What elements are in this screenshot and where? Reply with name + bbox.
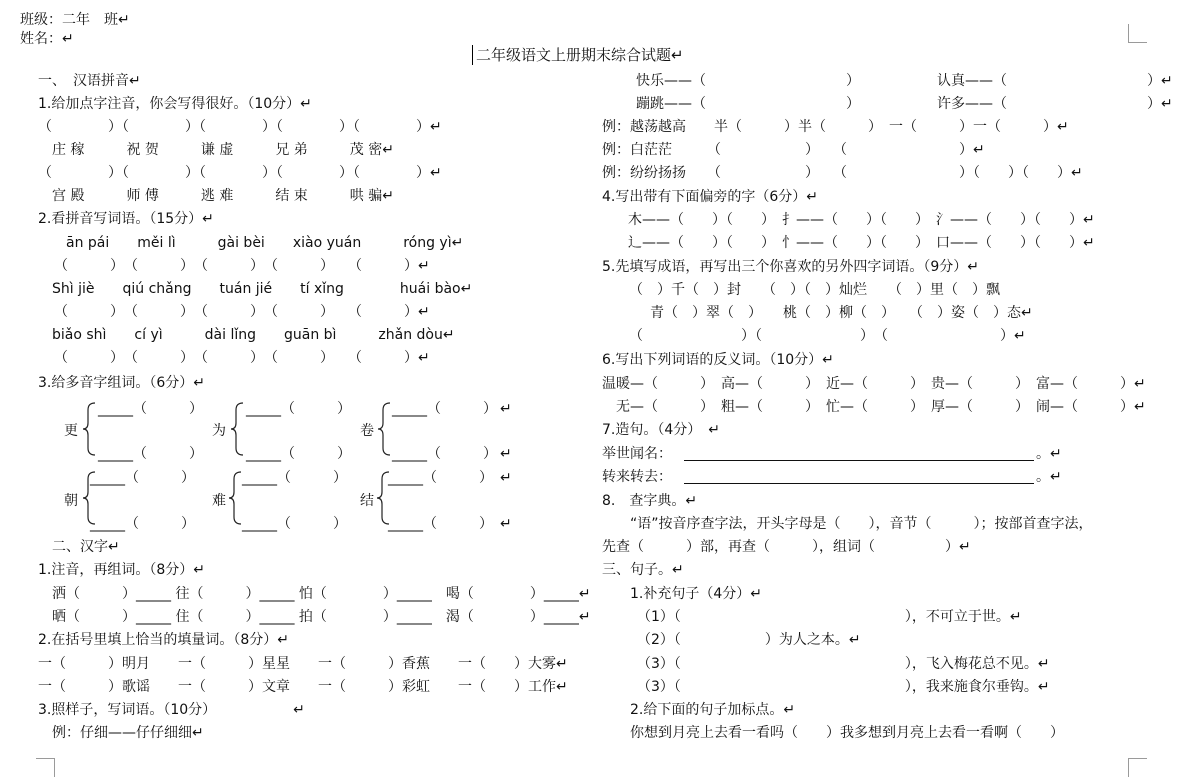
question-1-8: 8. 查字典。↵ (602, 493, 698, 509)
complete-sentence-2: （2）（ ）为人之本。↵ (602, 632, 861, 648)
poly-blank-juan-1: _____（ ） (392, 401, 497, 417)
poly-char-wei: 为 (212, 423, 226, 439)
question-3-2: 2.给下面的句子加标点。↵ (602, 702, 796, 718)
question-1-6: 6.写出下列词语的反义词。（10分）↵ (602, 352, 834, 368)
sentence-b-end: 。↵ (1036, 469, 1062, 485)
poly-blank-juan-2: _____（ ） (392, 446, 497, 462)
section-2-heading: 二、汉字↵ (38, 539, 120, 555)
complete-sentence-1: （1）（ ），不可立于世。↵ (602, 609, 1022, 625)
brace-wei (230, 402, 244, 456)
section-3-heading: 三、句子。↵ (602, 562, 684, 578)
poly-blank-geng-2: _____（ ） (98, 446, 203, 462)
example-row-2: 例：白茫茫 （ ） （ ）↵ (602, 142, 985, 158)
poly-char-geng: 更 (64, 423, 78, 439)
h1-row-1: 洒（ ）_____ 往（ ）_____ 怕（ ）_____ 喝（ ）_____↵ (38, 586, 591, 602)
question-1-3: 3.给多音字组词。（6分）↵ (38, 375, 205, 391)
sentence-b-label: 转来转去： (602, 469, 672, 485)
q1-blank-row-2: （ ）（ ）（ ）（ ）（ ）↵ (38, 165, 442, 181)
name-line: 姓名：↵ (20, 31, 74, 47)
question-1-1: 1.给加点字注音，你会写得很好。（10分）↵ (38, 96, 312, 112)
poly-blank-wei-1: _____（ ） (246, 401, 351, 417)
antonym-row-1: 温暖—（ ） 高—（ ） 近—（ ） 贵—（ ） 富—（ ）↵ (602, 376, 1146, 392)
crop-mark-bottom-left (36, 758, 55, 777)
radical-row-2: 辶——（ ）（ ） 忄——（ ）（ ） 口——（ ）（ ）↵ (614, 235, 1095, 251)
sentence-a-line (684, 460, 1034, 461)
poly-char-jie: 结 (360, 493, 374, 509)
poly-blank-chao-1: _____（ ） (90, 470, 195, 486)
idiom-row-3: （ ）（ ） （ ）↵ (622, 328, 1026, 344)
brace-juan (377, 402, 391, 456)
h2-row-2: 一（ ）歌谣 一（ ）文章 一（ ）彩虹 一（ ）工作↵ (38, 679, 568, 695)
bracket-row-3: （ ） （ ） （ ） （ ） （ ）↵ (54, 350, 430, 366)
h2-row-1: 一（ ）明月 一（ ）星星 一（ ）香蕉 一（ ）大雾↵ (38, 656, 568, 672)
idiom-row-2: 青（ ）翠（ ） 桃（ ）柳（ ） （ ）姿（ ）态↵ (622, 305, 1033, 321)
q1-blank-row-1: （ ）（ ）（ ）（ ）（ ）↵ (38, 119, 442, 135)
example-row-1: 例：越荡越高 半（ ）半（ ） 一（ ）一（ ）↵ (602, 119, 1069, 135)
brace-nan (228, 471, 242, 525)
poly-blank-geng-1: _____（ ） (98, 401, 203, 417)
poly-blank-jie-1: _____（ ） (388, 470, 493, 486)
h1-row-2: 晒（ ）_____ 住（ ）_____ 拍（ ）_____ 渴（ ）_____↵ (38, 609, 591, 625)
radical-row-1: 木——（ ）（ ） 扌——（ ）（ ） 氵——（ ）（ ）↵ (614, 212, 1095, 228)
word-row-2: 蹦跳——（ ） 许多——（ ）↵ (636, 96, 1173, 112)
poly-blank-jie-2: _____（ ） (388, 516, 493, 532)
return-mark-1: ↵ (500, 401, 512, 417)
question-1-4: 4.写出带有下面偏旁的字（6分）↵ (602, 189, 818, 205)
poly-char-chao: 朝 (64, 493, 78, 509)
example-row-3: 例：纷纷扬扬 （ ） （ ）（ ）（ ）↵ (602, 165, 1083, 181)
return-mark-2: ↵ (500, 446, 512, 462)
return-mark-3: ↵ (500, 470, 512, 486)
sentence-a-end: 。↵ (1036, 446, 1062, 462)
poly-char-nan: 难 (212, 493, 226, 509)
question-1-5: 5.先填写成语，再写出三个你喜欢的另外四字词语。（9分）↵ (602, 259, 979, 275)
antonym-row-2: 无—（ ） 粗—（ ） 忙—（ ） 厚—（ ） 闹—（ ）↵ (602, 399, 1146, 415)
question-2-3: 3.照样子，写词语。（10分） ↵ (38, 702, 305, 718)
pinyin-row-3: biǎo shì cí yì dài lǐng guān bì zhǎn dòu↵ (38, 327, 455, 343)
brace-geng (82, 402, 96, 456)
idiom-row-1: （ ）千（ ）封 （ ）（ ）灿烂 （ ）里（ ）飘 (622, 282, 1000, 298)
dictionary-row-1: “语”按音序查字法，开头字母是（ ），音节（ ）；按部首查字法， (602, 516, 1093, 532)
crop-mark-bottom-right (1128, 758, 1147, 777)
return-mark-4: ↵ (500, 516, 512, 532)
poly-blank-wei-2: _____（ ） (246, 446, 351, 462)
poly-blank-chao-2: _____（ ） (90, 516, 195, 532)
question-2-1: 1.注音，再组词。（8分）↵ (38, 562, 205, 578)
question-1-7: 7.造句。（4分） ↵ (602, 422, 720, 438)
pinyin-row-2: Shì jiè qiú chǎng tuán jié tí xǐng huái bào↵ (38, 281, 473, 297)
q1-words-row-2: 宫 殿 师 傅 逃 难 结 束 哄 骗↵ (38, 188, 394, 204)
word-row-1: 快乐——（ ） 认真——（ ）↵ (636, 73, 1173, 89)
bracket-row-1: （ ） （ ） （ ） （ ） （ ）↵ (54, 258, 430, 274)
crop-mark-top-right (1128, 24, 1147, 43)
poly-blank-nan-2: _____（ ） (242, 516, 347, 532)
pinyin-row-1: ān pái měi lì gài bèi xiào yuán róng yì↵ (38, 235, 464, 251)
class-line: 班级：二年 班↵ (20, 12, 130, 28)
punctuation-row: 你想到月亮上去看一看吗（ ）我多想到月亮上去看一看啊（ ） (602, 725, 1064, 741)
complete-sentence-4: （3）（ ），我来施食尔垂钩。↵ (602, 679, 1050, 695)
question-2-2: 2.在括号里填上恰当的填量词。（8分）↵ (38, 632, 289, 648)
complete-sentence-3: （3）（ ），飞入梅花总不见。↵ (602, 656, 1050, 672)
bracket-row-2: （ ） （ ） （ ） （ ） （ ）↵ (54, 304, 430, 320)
question-3-1: 1.补充句子（4分）↵ (602, 586, 762, 602)
q1-words-row-1: 庄 稼 祝 贺 谦 虚 兄 弟 茂 密↵ (38, 142, 394, 158)
example-line: 例：仔细——仔仔细细↵ (38, 725, 204, 741)
section-1-heading: 一、 汉语拼音↵ (38, 73, 141, 89)
sentence-a-label: 举世闻名： (602, 446, 672, 462)
page-title: 二年级语文上册期末综合试题↵ (476, 46, 684, 64)
question-1-2: 2.看拼音写词语。（15分）↵ (38, 211, 214, 227)
dictionary-row-2: 先查（ ）部，再查（ ），组词（ ）↵ (602, 539, 971, 555)
poly-blank-nan-1: _____（ ） (242, 470, 347, 486)
text-cursor (472, 45, 473, 65)
poly-char-juan: 卷 (360, 423, 374, 439)
sentence-b-line (684, 483, 1034, 484)
